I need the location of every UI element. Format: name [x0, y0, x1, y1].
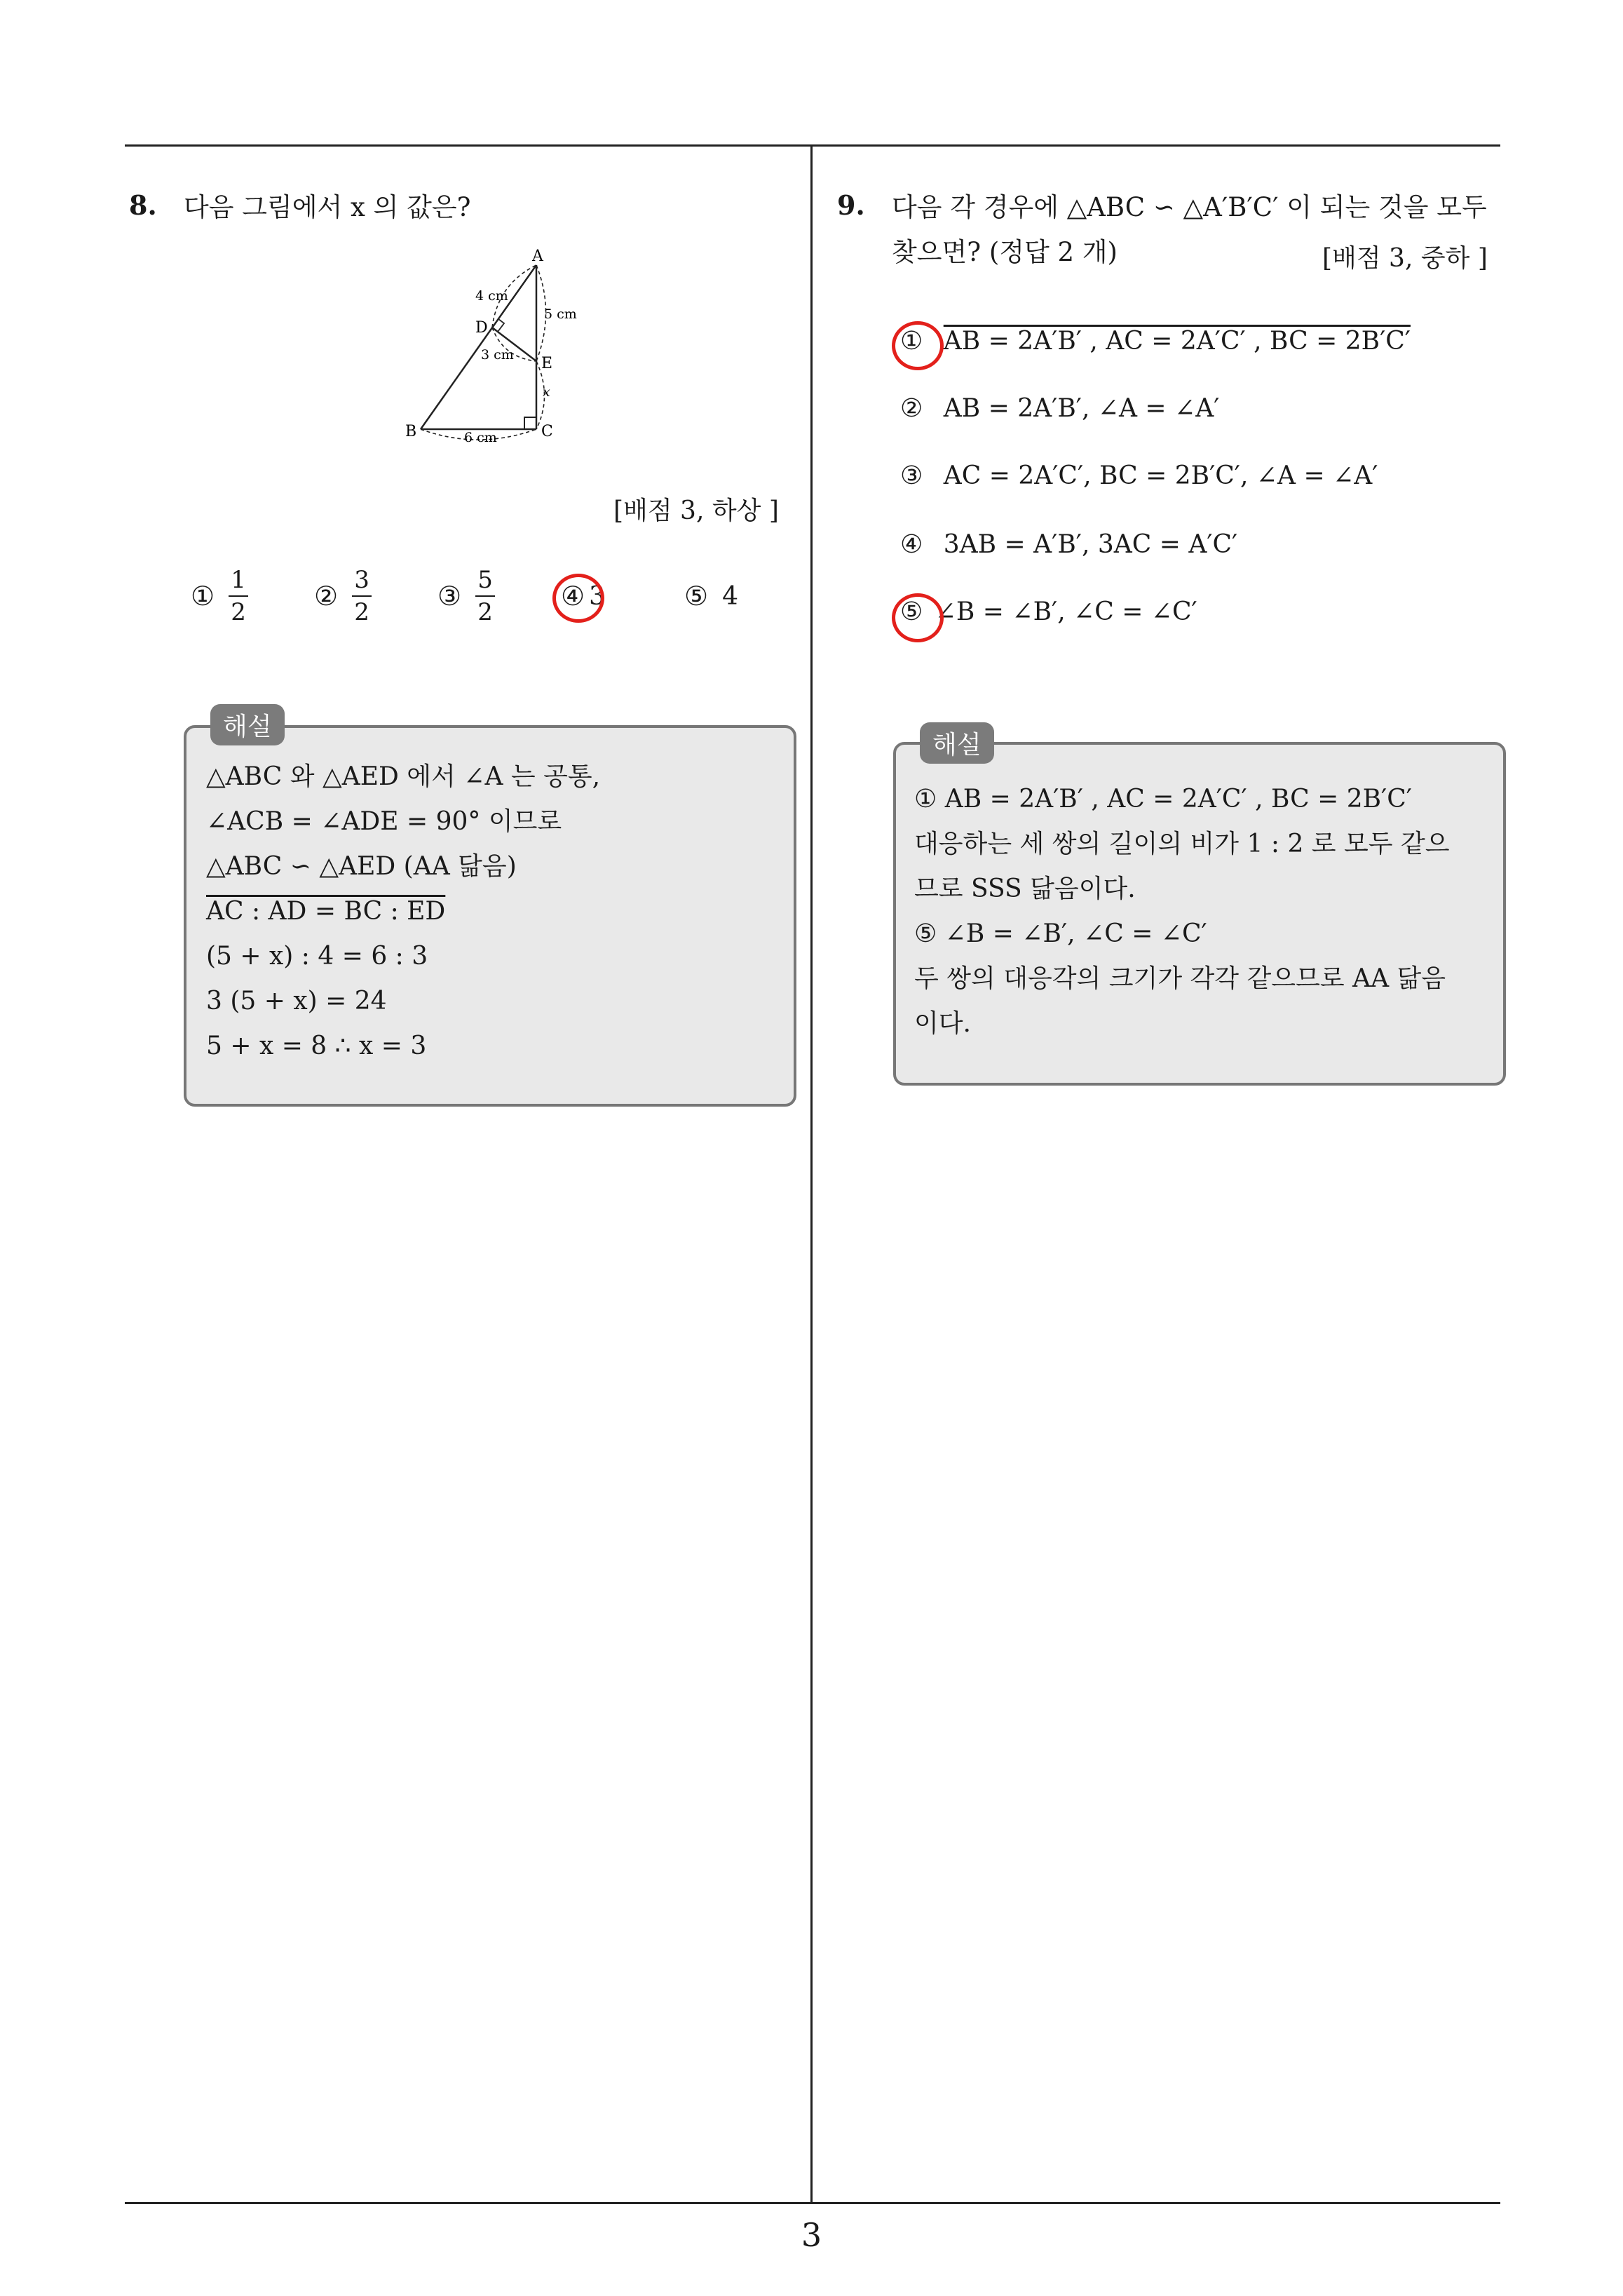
- choice-number: ⑤: [900, 597, 923, 626]
- q9-solution-text: [914, 777, 1450, 1046]
- fig-label-x: x: [543, 384, 550, 400]
- fraction: $\frac{5}{2}$: [475, 567, 495, 626]
- top-rule: [125, 144, 1500, 147]
- fig-label-b: B: [405, 423, 417, 440]
- solution-line: 두 쌍의 대응각의 크기가 각각 같으므로 AA 닮음: [914, 964, 1446, 993]
- bottom-rule: [125, 2202, 1500, 2204]
- choice-number: ②: [314, 581, 339, 612]
- fig-label-de: 3 cm: [481, 347, 514, 363]
- solution-line: △ABC ∽ △AED (AA 닮음): [206, 852, 517, 881]
- choice-value: 3: [589, 581, 605, 611]
- page-number: 3: [801, 2216, 822, 2254]
- solution-line: 5 + x = 8 ∴ x = 3: [206, 1032, 427, 1060]
- q9-score: [배점 3, 중하 ]: [1322, 244, 1488, 273]
- answer-circle-mark: [552, 574, 604, 623]
- q9-choice-5[interactable]: [900, 597, 1197, 626]
- choice-number: ④: [561, 581, 585, 612]
- solution-line: ⑤ ∠B = ∠B′, ∠C = ∠C′: [914, 919, 1207, 948]
- choice-text: AB = 2A′B′, ∠A = ∠A′: [943, 394, 1220, 423]
- choice-number: ⑤: [684, 581, 709, 612]
- q8-choice-2[interactable]: [314, 561, 372, 631]
- choice-number: ③: [437, 581, 462, 612]
- choice-text: AB = 2A′B′ , AC = 2A′C′ , BC = 2B′C′: [943, 327, 1411, 356]
- q8-solution-text: [206, 755, 600, 1069]
- fig-label-d: D: [475, 319, 488, 337]
- q8-triangle-figure: [393, 245, 603, 449]
- solution-line: 대응하는 세 쌍의 길이의 비가 1 : 2 로 모두 같으: [914, 830, 1450, 858]
- q9-solution-label: 해설: [920, 722, 994, 764]
- fig-label-a: A: [532, 248, 543, 265]
- choice-text: AC = 2A′C′, BC = 2B′C′, ∠A = ∠A′: [943, 461, 1378, 490]
- q8-solution-label: 해설: [210, 704, 285, 745]
- q8-text: 다음 그림에서 x 의 값은?: [184, 192, 471, 222]
- solution-line: (5 + x) : 4 = 6 : 3: [206, 942, 428, 971]
- fig-label-e: E: [541, 355, 553, 372]
- solution-line: AC : AD = BC : ED: [206, 897, 446, 926]
- column-divider: [810, 144, 813, 2202]
- solution-line: 이다.: [914, 1009, 971, 1038]
- q9-choice-2[interactable]: [900, 394, 1219, 423]
- q8-choice-5[interactable]: [684, 561, 738, 631]
- q9-choice-4[interactable]: [900, 530, 1237, 559]
- choice-number: ④: [900, 530, 923, 559]
- solution-line: ∠ACB = ∠ADE = 90° 이므로: [206, 807, 562, 836]
- q9-choice-3[interactable]: [900, 461, 1378, 490]
- q9-text-line2: 찾으면? (정답 2 개): [892, 237, 1118, 267]
- q9-number: 9.: [837, 189, 865, 221]
- q8-choice-3[interactable]: [437, 561, 495, 631]
- solution-line: 3 (5 + x) = 24: [206, 987, 387, 1015]
- solution-line: ① AB = 2A′B′ , AC = 2A′C′ , BC = 2B′C′: [914, 785, 1412, 813]
- fig-label-ae: 5 cm: [544, 306, 577, 322]
- fig-label-ad: 4 cm: [475, 288, 508, 304]
- solution-line: 므로 SSS 닮음이다.: [914, 874, 1136, 903]
- choice-number: ①: [191, 581, 215, 612]
- q8-choice-1[interactable]: [191, 561, 248, 631]
- q9-choice-1[interactable]: [900, 327, 1411, 356]
- solution-line: △ABC 와 △AED 에서 ∠A 는 공통,: [206, 762, 601, 791]
- q8-score: [배점 3, 하상 ]: [613, 497, 779, 525]
- q8-number: 8.: [129, 189, 157, 221]
- choice-number: ②: [900, 394, 923, 423]
- choice-value: 4: [722, 581, 738, 611]
- answer-circle-mark: [892, 593, 944, 642]
- answer-circle-mark: [892, 321, 944, 370]
- fraction: $\frac{3}{2}$: [352, 567, 372, 626]
- choice-text: ∠B = ∠B′, ∠C = ∠C′: [935, 597, 1197, 626]
- choice-number: ③: [900, 461, 923, 490]
- fig-label-bc: 6 cm: [464, 430, 497, 445]
- fig-label-c: C: [541, 423, 553, 440]
- fraction: $\frac{1}{2}$: [229, 567, 248, 626]
- choice-number: ①: [900, 327, 923, 356]
- choice-text: 3AB = A′B′, 3AC = A′C′: [943, 530, 1238, 559]
- q9-text-line1: 다음 각 경우에 △ABC ∽ △A′B′C′ 이 되는 것을 모두: [892, 192, 1487, 222]
